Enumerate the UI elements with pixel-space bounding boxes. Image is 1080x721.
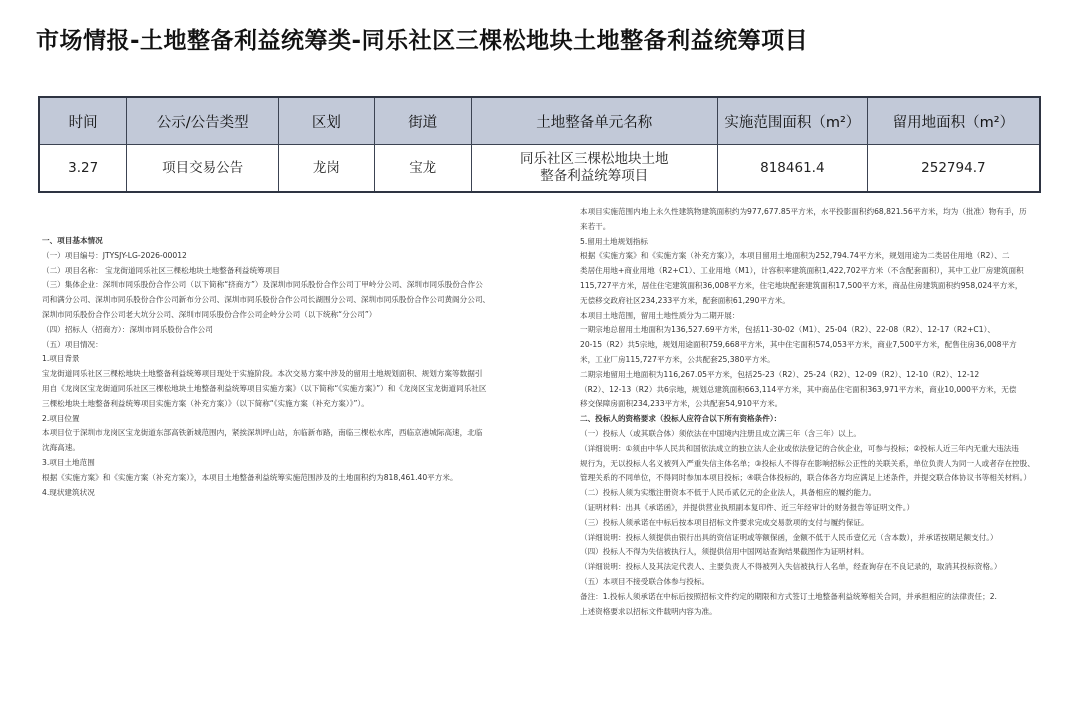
announcement-right-column: [580, 205, 1042, 619]
text-line: 移交保障房面积234,233平方米，公共配套54,910平方米。: [580, 399, 783, 409]
header-area: 实施范围面积（m²）: [717, 97, 867, 145]
text-line: 二期宗地留用土地面积为116,267.05平方米，包括25-23（R2）、25-24（R2）、12-09（R2）、12-10（R2）、12-12: [580, 369, 980, 379]
header-unit-name: 土地整备单元名称: [471, 97, 717, 145]
cell-street: 宝龙: [374, 145, 471, 193]
text-line: 根据《实施方案》和《实施方案（补充方案）》，本项目留用土地面积为252,794.74平方米，规划用途为二类居住用地（R2）、二: [580, 251, 1010, 261]
subheading: 1.项目背景: [42, 354, 80, 364]
cell-unit-name: [471, 145, 717, 193]
announcement-left-column: [42, 234, 528, 500]
cell-area: 818461.4: [717, 145, 867, 193]
text-line: 米，工业厂房115,727平方米，公共配套25,380平方米。: [580, 354, 775, 364]
header-reserved-area: 留用地面积（m²）: [867, 97, 1040, 145]
text-line: （一）投标人（或其联合体）须依法在中国境内注册且成立满三年（含三年）以上。: [580, 428, 861, 438]
subheading: 2.项目位置: [42, 413, 80, 423]
text-line: 本项目土地范围，留用土地性质分为二期开展：: [580, 310, 740, 320]
table-row: [39, 145, 1040, 193]
text-line: （二）投标人须为实缴注册资本不低于人民币贰亿元的企业法人，具备相应的履约能力。: [580, 488, 877, 498]
text-line: （五）项目情况：: [42, 339, 103, 349]
text-line: 本项目实施范围内地上永久性建筑物建筑面积约为977,677.85平方米，水平投影面积约68,821.56平方米，均为（批准）物有手，历: [580, 207, 1027, 216]
text-line: 司和满分公司、深圳市同乐股份合作公司新布分公司、深圳市同乐股份合作公司长湖围分公司、深圳市同乐股份合作公司黄阁分公司、: [42, 295, 491, 305]
text-line: 一期宗地总留用土地面积为136,527.69平方米，包括11-30-02（M1）、25-04（R2）、22-08（R2）、12-17（R2+C1）、: [580, 325, 995, 335]
cell-reserved-area: 252794.7: [867, 145, 1040, 193]
text-line: 宝龙街道同乐社区三棵松地块土地整备利益统筹项目现处于实施阶段。本次交易方案中涉及的留用土地规划面积、规划方案等数据引: [42, 369, 483, 379]
section-heading: 二、投标人的资格要求（投标人应符合以下所有资格条件）：: [580, 414, 782, 424]
text-line: 用自《龙岗区宝龙街道同乐社区三棵松地块土地整备利益统筹项目实施方案》（以下简称“《实施方案》”）和《龙岗区宝龙街道同乐社区: [42, 383, 487, 393]
text-line: 规行为，无以投标人名义被列入严重失信主体名单；③投标人不得存在影响招标公正性的关联关系，单位负责人为同一人或者存在控股、: [580, 458, 1035, 468]
text-line: （二）项目名称： 宝龙街道同乐社区三棵松地块土地整备利益统筹项目: [42, 265, 280, 275]
text-line: 20-15（R2）共5宗地，规划用途面积759,668平方米，其中住宅面积574,053平方米，商业7,500平方米，配售住房36,008平方: [580, 340, 1017, 350]
text-line: （四）招标人（招商方）：深圳市同乐股份合作公司: [42, 324, 213, 334]
text-line: 无偿移交政府社区234,233平方米，配套面积61,290平方米。: [580, 295, 790, 305]
unit-name-line1: 同乐社区三棵松地块土地: [520, 151, 669, 167]
subheading: 5.留用土地规划指标: [580, 236, 648, 246]
text-line: （四）投标人不得为失信被执行人，须提供信用中国网站查询结果截图作为证明材料。: [580, 547, 869, 557]
text-line: （详细说明：①须由中华人民共和国依法成立的独立法人企业或依法登记的合伙企业，可参与投标；②投标人近三年内无重大违法违: [580, 443, 1019, 453]
text-line: （三）集体企业：深圳市同乐股份合作公司（以下简称“挤商方”）及深圳市同乐股份合作公司丁甲岭分公司、深圳市同乐股份合作公: [42, 280, 483, 290]
text-line: 三棵松地块土地整备利益统筹项目实施方案（补充方案）》（以下简称“《实施方案（补充方案）》”）。: [42, 398, 369, 408]
text-line: 类居住用地+商业用地（R2+C1）、工业用地（M1），计容积率建筑面积1,422,702平方米（不含配套面积），其中工业厂房建筑面积: [580, 266, 1024, 276]
page-title: 市场情报-土地整备利益统筹类-同乐社区三棵松地块土地整备利益统筹项目: [36, 28, 809, 54]
header-street: 街道: [374, 97, 471, 145]
table-header-row: [39, 97, 1040, 145]
text-line: （详细说明：投标人须提供由银行出具的资信证明或等额保函，金额不低于人民币壹亿元（含本数），并承诺按期足额支付。）: [580, 532, 998, 542]
unit-name-line2: 整备利益统筹项目: [540, 168, 649, 184]
subheading: 3.项目土地范围: [42, 457, 95, 467]
text-line: （五）本项目不接受联合体参与投标。: [580, 576, 710, 586]
cell-time: 3.27: [39, 145, 127, 193]
cell-type: 项目交易公告: [127, 145, 279, 193]
text-line: （详细说明：投标人及其法定代表人、主要负责人不得被列入失信被执行人名单，经查询存在不良记录的，取消其投标资格。）: [580, 562, 1002, 572]
cell-district: 龙岗: [279, 145, 375, 193]
text-line: 115,727平方米，居住住宅建筑面积36,008平方米，住宅地块配套建筑面积17,500平方米，商品住房建筑面积约958,024平方米，: [580, 280, 1023, 290]
text-line: 深圳市同乐股份合作公司老大坑分公司、深圳市同乐股份合作公司企岭分公司（以下统称“分公司”）: [42, 309, 377, 319]
subheading: 4.现状建筑状况: [42, 487, 95, 497]
text-line: （证明材料：出具《承诺函》，并提供营业执照副本复印件、近三年经审计的财务报告等证明文件。）: [580, 502, 915, 512]
text-line: 上述资格要求以招标文件载明内容为准。: [580, 606, 717, 616]
text-line: 沈海高速。: [42, 443, 80, 453]
text-line: 本项目位于深圳市龙岗区宝龙街道东部高铁新城范围内，紧挨深圳坪山站，东临新布路，南临三棵松水库，西临京港城际高速，北临: [42, 428, 483, 438]
section-heading: 一、项目基本情况: [42, 236, 103, 245]
text-line: 根据《实施方案》和《实施方案（补充方案）》，本项目土地整备利益统筹实施范围涉及的土地面积约为818,461.40平方米。: [42, 472, 458, 482]
text-line: （一）项目编号：JTYSJY-LG-2026-00012: [42, 250, 187, 260]
summary-table: [38, 96, 1041, 193]
text-line: 管理关系的不同单位，不得同时参加本项目投标；④联合体投标的，联合体各方均应满足上述条件，并提交联合体协议书等相关材料。）: [580, 473, 1032, 483]
text-line: 备注：1.投标人须承诺在中标后按照招标文件约定的期限和方式签订土地整备利益统筹相关合同，并承担相应的法律责任；2.: [580, 591, 997, 601]
header-time: 时间: [39, 97, 127, 145]
text-line: （R2）、12-13（R2）共6宗地，规划总建筑面积663,114平方米，其中商品住宅面积363,971平方米，商业10,000平方米，无偿: [580, 384, 1017, 394]
header-district: 区划: [279, 97, 375, 145]
text-line: 来若干。: [580, 221, 611, 231]
text-line: （三）投标人须承诺在中标后按本项目招标文件要求完成交易款项的支付与履约保证。: [580, 517, 869, 527]
header-type: 公示/公告类型: [127, 97, 279, 145]
